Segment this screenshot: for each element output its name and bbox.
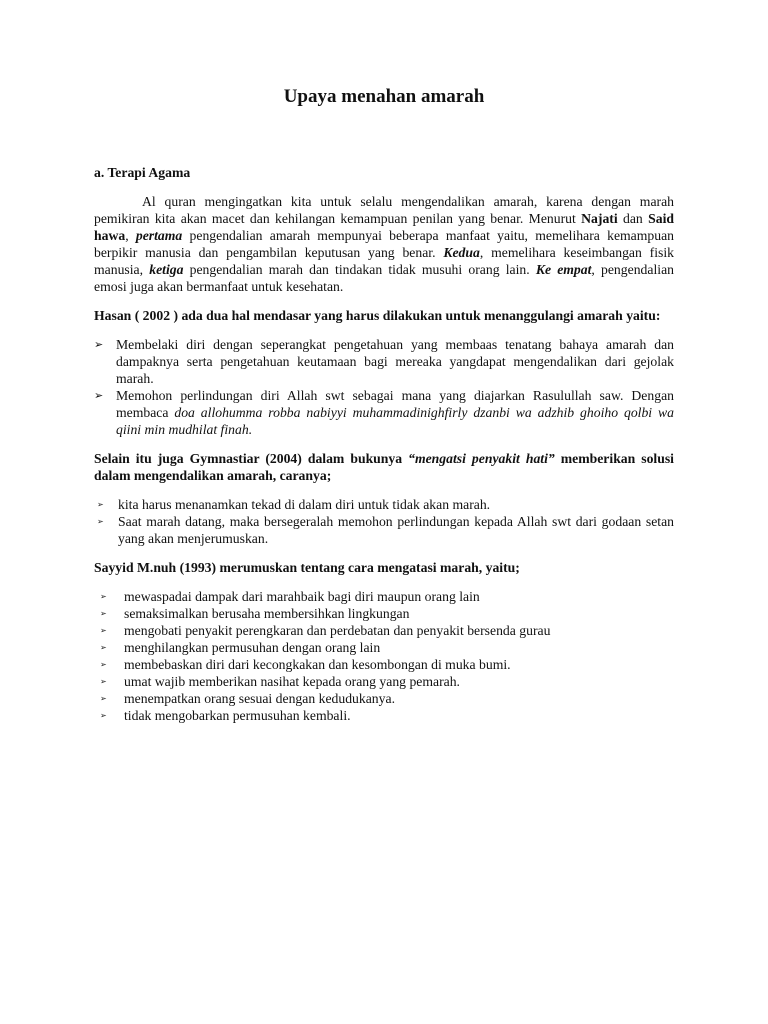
arrow-bullet-icon: ➢ xyxy=(97,517,104,526)
list-item xyxy=(94,513,674,547)
list-item xyxy=(94,673,674,690)
list-item xyxy=(94,690,674,707)
arrow-bullet-icon: ➢ xyxy=(100,626,107,635)
term-keempat: Ke empat xyxy=(535,262,592,277)
para-text: pengendalian amarah mempunyai beberapa manfaat yaitu, memelihara kemampuan berpikir manusia dan pengambilan keputusan yang benar. xyxy=(94,228,674,260)
list-item-text: semaksimalkan berusaha membersihkan lingkungan xyxy=(124,606,410,621)
intro-paragraph xyxy=(94,193,674,295)
arrow-bullet-icon: ➢ xyxy=(100,694,107,703)
document-title: Upaya menahan amarah xyxy=(283,86,485,107)
list-item-text: Membelaki diri dengan seperangkat pengetahuan yang membaas tenatang bahaya amarah dan dampaknya serta pengetahuan keutamaan bagi mereaka yangdapat mengendalikan dari gejolak marah. xyxy=(116,337,674,386)
document-body xyxy=(94,164,674,736)
arrow-bullet-icon: ➢ xyxy=(100,677,107,686)
term-kedua: Kedua xyxy=(443,245,480,260)
doa-text: doa allohumma robba nabiyyi muhammadinighfirly dzanbi wa adzhib ghoiho qolbi wa qiini min mudhilat finah. xyxy=(116,405,674,437)
arrow-bullet-icon: ➢ xyxy=(100,660,107,669)
arrow-bullet-icon: ➢ xyxy=(97,500,104,509)
term-ketiga: ketiga xyxy=(149,262,184,277)
list-item xyxy=(94,387,674,438)
para-text: pengendalian marah dan tindakan tidak musuhi orang lain. xyxy=(183,262,536,277)
sayyid-heading: Sayyid M.nuh (1993) merumuskan tentang cara mengatasi marah, yaitu; xyxy=(94,560,520,575)
arrow-bullet-icon: ➢ xyxy=(100,711,107,720)
author-said-hawa: Said hawa xyxy=(94,211,674,243)
section-heading-terapi-agama: a. Terapi Agama xyxy=(94,165,191,180)
list-item xyxy=(94,605,674,622)
list-item xyxy=(94,707,674,724)
arrow-bullet-icon: ➢ xyxy=(94,389,104,402)
book-title: “mengatsi penyakit hati” xyxy=(408,451,555,466)
list-item-text: menempatkan orang sesuai dengan kedudukanya. xyxy=(124,691,395,706)
heading-text: Selain itu juga Gymnastiar (2004) dalam bukunya xyxy=(94,451,409,466)
hasan-heading: Hasan ( 2002 ) ada dua hal mendasar yang harus dilakukan untuk menanggulangi amarah yaitu: xyxy=(94,308,661,323)
para-text: , xyxy=(125,228,136,243)
list-item xyxy=(94,588,674,605)
list-item-text: tidak mengobarkan permusuhan kembali. xyxy=(124,708,351,723)
list-item xyxy=(94,622,674,639)
list-item-text: kita harus menanamkan tekad di dalam diri untuk tidak akan marah. xyxy=(118,497,491,512)
list-item xyxy=(94,639,674,656)
para-text: , memelihara keseimbangan fisik manusia, xyxy=(94,245,674,277)
list-item-text: Memohon perlindungan diri Allah swt sebagai mana yang diajarkan Rasulullah saw. Dengan membaca xyxy=(116,388,674,420)
list-item-text: menghilangkan permusuhan dengan orang lain xyxy=(124,640,381,655)
list-item-text: Saat marah datang, maka bersegeralah memohon perlindungan kepada Allah swt dari godaan setan yang akan menjerumuskan. xyxy=(118,514,674,546)
arrow-bullet-icon: ➢ xyxy=(94,338,104,351)
arrow-bullet-icon: ➢ xyxy=(100,643,107,652)
para-text: Al quran mengingatkan kita untuk selalu mengendalikan amarah, karena dengan marah pemikiran kita akan macet dan kehilangan kemampuan penilan yang benar. Menurut xyxy=(94,194,674,226)
arrow-bullet-icon: ➢ xyxy=(100,592,107,601)
para-text: dan xyxy=(617,211,649,226)
gymnastiar-heading xyxy=(94,450,674,484)
list-item-text: mengobati penyakit perengkaran dan perdebatan dan penyakit bersenda gurau xyxy=(124,623,551,638)
list-item xyxy=(94,656,674,673)
term-pertama: pertama xyxy=(135,228,183,243)
gymnastiar-list xyxy=(94,496,674,547)
list-item xyxy=(94,496,674,513)
list-item-text: umat wajib memberikan nasihat kepada orang yang pemarah. xyxy=(124,674,460,689)
heading-text: memberikan solusi dalam mengendalikan amarah, caranya; xyxy=(94,451,674,483)
list-item-text: membebaskan diri dari kecongkakan dan kesombongan di muka bumi. xyxy=(124,657,511,672)
sayyid-list xyxy=(94,588,674,724)
author-najati: Najati xyxy=(581,211,618,226)
para-text: , pengendalian emosi juga akan bermanfaat untuk kesehatan. xyxy=(94,262,674,294)
list-item-text: mewaspadai dampak dari marahbaik bagi diri maupun orang lain xyxy=(124,589,480,604)
hasan-list xyxy=(94,336,674,438)
arrow-bullet-icon: ➢ xyxy=(100,609,107,618)
list-item xyxy=(94,336,674,387)
